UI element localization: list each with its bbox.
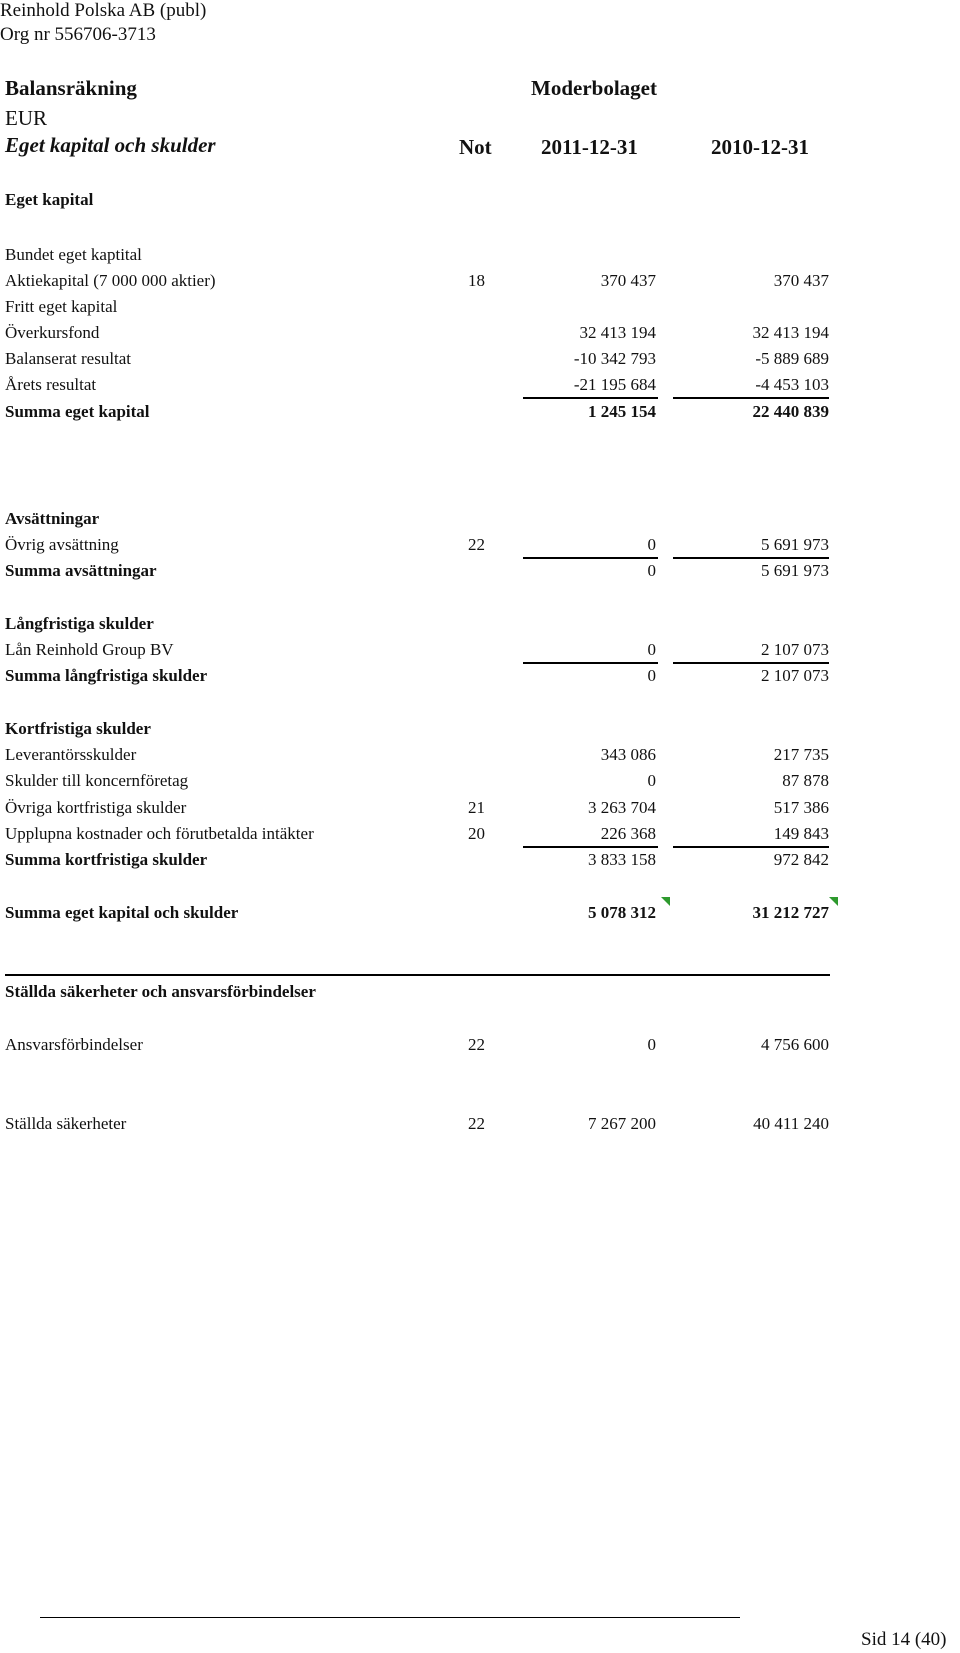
- company-name: Reinhold Polska AB (publ): [0, 0, 207, 21]
- table-row: Upplupna kostnader och förutbetalda intäkter 20 226 368 149 843: [5, 824, 829, 843]
- table-row: Årets resultat -21 195 684 -4 453 103: [5, 375, 829, 394]
- table-row: Lån Reinhold Group BV 0 2 107 073: [5, 640, 829, 659]
- table-row: Ansvarsförbindelser 22 0 4 756 600: [5, 1035, 829, 1054]
- currency-label: EUR: [5, 106, 47, 130]
- shortterm-heading: Kortfristiga skulder: [5, 719, 151, 738]
- grand-total-row: Summa eget kapital och skulder 5 078 312 31 212 727: [5, 903, 829, 922]
- underline: [523, 846, 658, 848]
- col-note-header: Not: [459, 135, 492, 159]
- underline: [523, 662, 658, 664]
- comment-marker-icon: [829, 897, 838, 906]
- table-row: Aktiekapital (7 000 000 aktier) 18 370 437 370 437: [5, 271, 829, 290]
- comment-marker-icon: [661, 897, 670, 906]
- section-divider: [5, 974, 830, 976]
- table-row-total: Summa avsättningar 0 5 691 973: [5, 561, 829, 580]
- section-subtitle: Eget kapital och skulder: [5, 133, 216, 157]
- table-row: Övriga kortfristiga skulder 21 3 263 704 517 386: [5, 798, 829, 817]
- table-row: Fritt eget kapital: [5, 297, 118, 316]
- table-row-total: Summa kortfristiga skulder 3 833 158 972 842: [5, 850, 829, 869]
- footer-rule: [40, 1617, 740, 1618]
- provisions-heading: Avsättningar: [5, 509, 100, 528]
- table-row: Balanserat resultat -10 342 793 -5 889 689: [5, 349, 829, 368]
- col-2011-header: 2011-12-31: [541, 135, 638, 159]
- underline: [523, 557, 658, 559]
- table-row: Övrig avsättning 22 0 5 691 973: [5, 535, 829, 554]
- pledged-heading: Ställda säkerheter och ansvarsförbindelser: [5, 982, 316, 1001]
- table-row-total: Summa eget kapital 1 245 154 22 440 839: [5, 402, 829, 421]
- org-number: Org nr 556706-3713: [0, 24, 156, 45]
- page-number: Sid 14 (40): [861, 1629, 947, 1650]
- underline: [673, 662, 829, 664]
- col-2010-header: 2010-12-31: [711, 135, 809, 159]
- underline: [673, 397, 829, 399]
- table-row: Överkursfond 32 413 194 32 413 194: [5, 323, 829, 342]
- longterm-heading: Långfristiga skulder: [5, 614, 154, 633]
- table-row: Bundet eget kaptital: [5, 245, 142, 264]
- statement-title: Balansräkning: [5, 76, 137, 100]
- equity-heading: Eget kapital: [5, 190, 94, 209]
- table-row: Skulder till koncernföretag 0 87 878: [5, 771, 829, 790]
- entity-label: Moderbolaget: [531, 76, 657, 100]
- table-row: Ställda säkerheter 22 7 267 200 40 411 240: [5, 1114, 829, 1133]
- underline: [673, 557, 829, 559]
- table-row-total: Summa långfristiga skulder 0 2 107 073: [5, 666, 829, 685]
- table-row: Leverantörsskulder 343 086 217 735: [5, 745, 829, 764]
- underline: [523, 397, 658, 399]
- underline: [673, 846, 829, 848]
